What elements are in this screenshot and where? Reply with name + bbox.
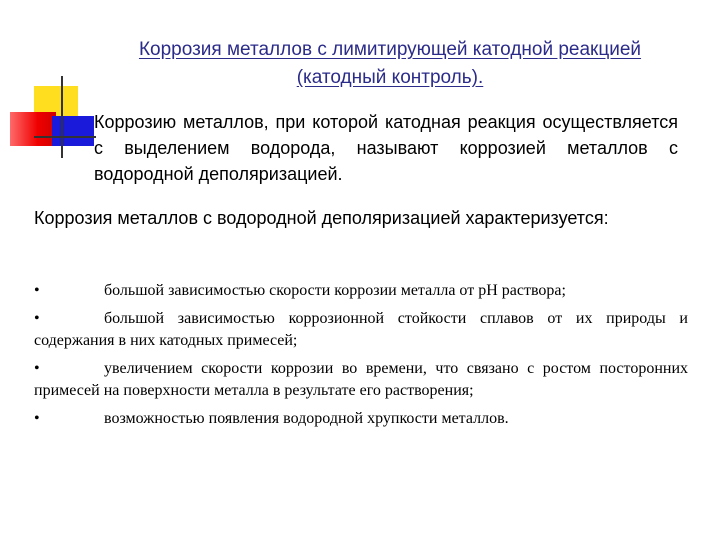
bullet-marker: • [34,410,40,427]
bullet-marker: • [34,282,40,299]
intro-paragraph: Коррозию металлов, при которой катодная реакция осуществляется с выделением водорода, называют коррозией металлов с водородной деполяризацией. [94,112,678,184]
list-item [34,358,688,402]
characteristics-heading: Коррозия металлов с водородной деполяризацией характеризуется: [34,208,609,228]
list-item [34,408,688,430]
list-item [34,308,688,352]
bullet-marker: • [34,310,40,327]
characteristics-list [34,280,688,436]
decor-horizontal-line [34,136,96,138]
list-item [34,280,688,302]
bullet-marker: • [34,360,40,377]
decor-vertical-line [61,76,63,158]
list-item-text: большой зависимостью коррозионной стойкости сплавов от их природы и содержания в них катодных примесей; [34,310,688,349]
list-item-text: увеличением скорости коррозии во времени, что связано с ростом посторонних примесей на поверхности металла в результате его растворения; [34,360,688,399]
decor-red-square [10,112,56,146]
list-item-text: возможностью появления водородной хрупкости металлов. [104,410,509,427]
slide-title: Коррозия металлов с лимитирующей катодной реакцией (катодный контроль). [138,39,642,88]
list-item-text: большой зависимостью скорости коррозии металла от pH раствора; [104,282,566,299]
decor-blue-square [52,116,94,146]
